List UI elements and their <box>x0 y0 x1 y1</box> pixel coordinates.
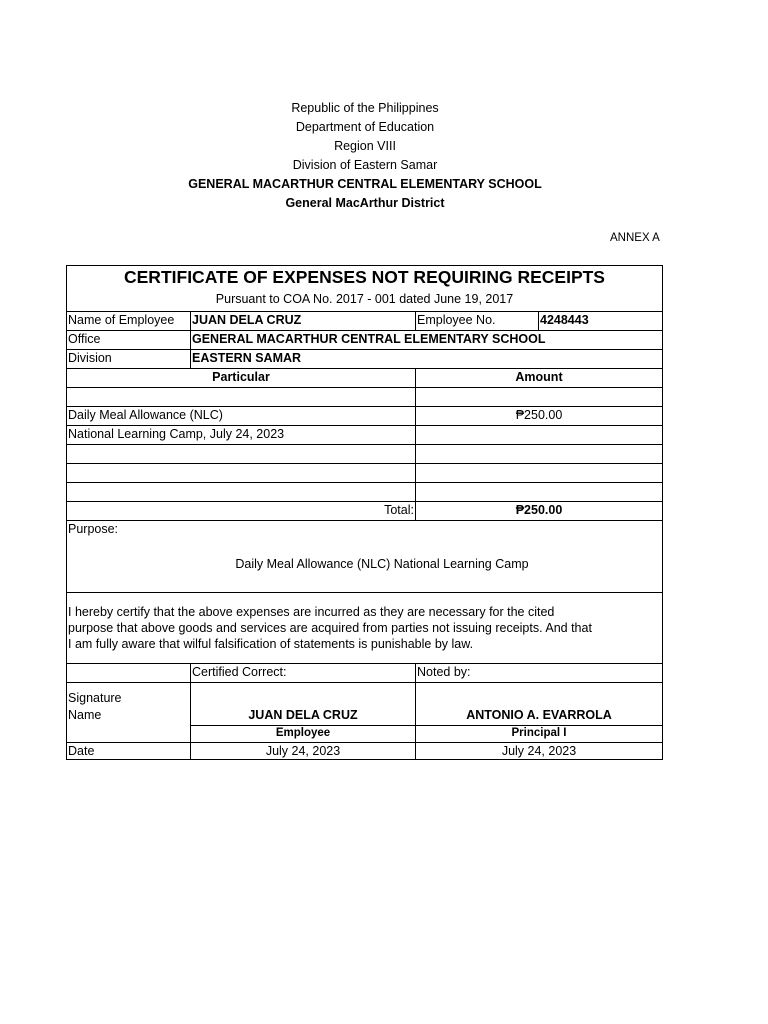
date-label: Date <box>68 744 95 758</box>
noted-by-label: Noted by: <box>417 665 471 679</box>
office-label: Office <box>68 332 101 346</box>
amount-item-1: ₱250.00 <box>515 408 563 422</box>
signer-1-name: JUAN DELA CRUZ <box>248 708 358 722</box>
letterhead-department: Department of Education <box>295 120 435 134</box>
letterhead-republic: Republic of the Philippines <box>291 101 439 115</box>
employee-name-value: JUAN DELA CRUZ <box>192 313 302 327</box>
letterhead-region: Region VIII <box>334 139 396 153</box>
letterhead <box>0 99 730 213</box>
certification-line-1: I hereby certify that the above expenses are incurred as they are necessary for the cited <box>68 605 555 619</box>
form-title: CERTIFICATE OF EXPENSES NOT REQUIRING RECEIPTS <box>124 267 605 287</box>
signer-2-date: July 24, 2023 <box>501 744 577 758</box>
total-value: ₱250.00 <box>515 503 563 517</box>
employee-name-label: Name of Employee <box>68 313 175 327</box>
amount-column-header: Amount <box>515 370 563 384</box>
purpose-text: Daily Meal Allowance (NLC) National Learning Camp <box>235 557 529 571</box>
signature-label: Signature <box>68 691 122 705</box>
signer-2-name: ANTONIO A. EVARROLA <box>466 708 612 722</box>
letterhead-division: Division of Eastern Samar <box>292 158 438 172</box>
certified-correct-label: Certified Correct: <box>192 665 287 679</box>
letterhead-school: GENERAL MACARTHUR CENTRAL ELEMENTARY SCHOOL <box>188 177 542 191</box>
letterhead-district: General MacArthur District <box>285 196 445 210</box>
division-value: EASTERN SAMAR <box>192 351 302 365</box>
signer-1-date: July 24, 2023 <box>265 744 341 758</box>
particular-column-header: Particular <box>212 370 270 384</box>
signer-2-position: Principal I <box>511 727 567 739</box>
particular-item-2: National Learning Camp, July 24, 2023 <box>68 427 285 441</box>
certificate-form <box>66 265 663 760</box>
employee-no-value: 4248443 <box>540 313 589 327</box>
form-subtitle: Pursuant to COA No. 2017 - 001 dated June 19, 2017 <box>215 292 514 306</box>
certification-line-3: I am fully aware that wilful falsification of statements is punishable by law. <box>68 637 474 651</box>
office-value: GENERAL MACARTHUR CENTRAL ELEMENTARY SCHOOL <box>192 332 546 346</box>
certification-line-2: purpose that above goods and services are acquired from parties not issuing receipts. And that <box>68 621 592 635</box>
employee-no-label: Employee No. <box>417 313 496 327</box>
particular-item-1: Daily Meal Allowance (NLC) <box>68 408 223 422</box>
name-label: Name <box>68 708 102 722</box>
total-label: Total: <box>384 503 414 517</box>
annex-label: ANNEX A <box>610 232 660 244</box>
purpose-label: Purpose: <box>68 522 119 536</box>
division-label: Division <box>68 351 112 365</box>
signer-1-position: Employee <box>275 727 331 739</box>
